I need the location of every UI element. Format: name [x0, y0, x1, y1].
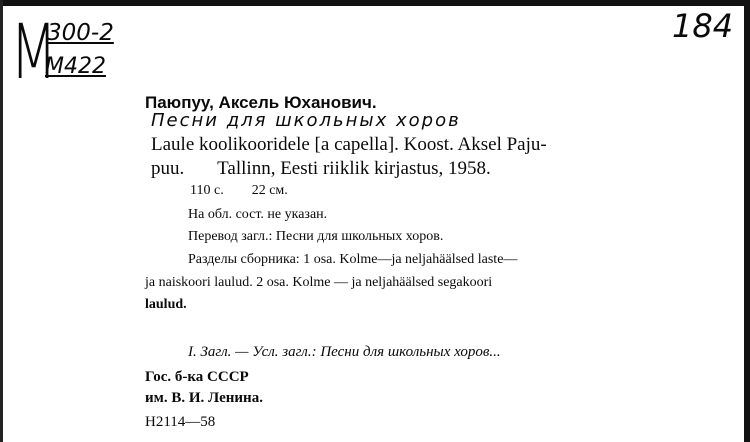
card-top-edge	[0, 0, 750, 6]
title-line-1: Laule koolikooridele [a capella]. Koost. Aksel Paju-	[151, 134, 547, 155]
call-number-line2: М422	[45, 54, 106, 79]
print-code: Н2114—58	[145, 414, 216, 430]
call-number-line1: 300-2	[47, 20, 114, 46]
contents-line-1: Разделы сборника: 1 osa. Kolme—ja neljahäälsed laste—	[188, 252, 518, 267]
contents-line-2: ja naiskoori laulud. 2 osa. Kolme — ja neljahäälsed segakoori	[145, 275, 493, 290]
author-heading: Паюпуу, Аксель Юханович.	[145, 93, 377, 112]
card-left-edge	[0, 0, 3, 442]
call-number-letter: М	[10, 7, 58, 96]
library-line-1: Гос. б-ка СССР	[145, 369, 249, 385]
library-line-2: им. В. И. Ленина.	[145, 390, 263, 406]
note-1: На обл. сост. не указан.	[188, 207, 328, 222]
title-line-2: puu. Tallinn, Eesti riiklik kirjastus, 1958.	[151, 158, 491, 179]
contents-line-3: laulud.	[145, 297, 187, 312]
card-right-edge	[744, 0, 750, 442]
physical-description: 110 с. 22 см.	[190, 183, 288, 198]
tracing: I. Загл. — Усл. загл.: Песни для школьных хоров...	[188, 344, 501, 360]
card-number: 184	[672, 7, 734, 45]
note-2: Перевод загл.: Песни для школьных хоров.	[188, 229, 444, 244]
handwritten-title: Песни для школьных хоров	[151, 110, 461, 131]
